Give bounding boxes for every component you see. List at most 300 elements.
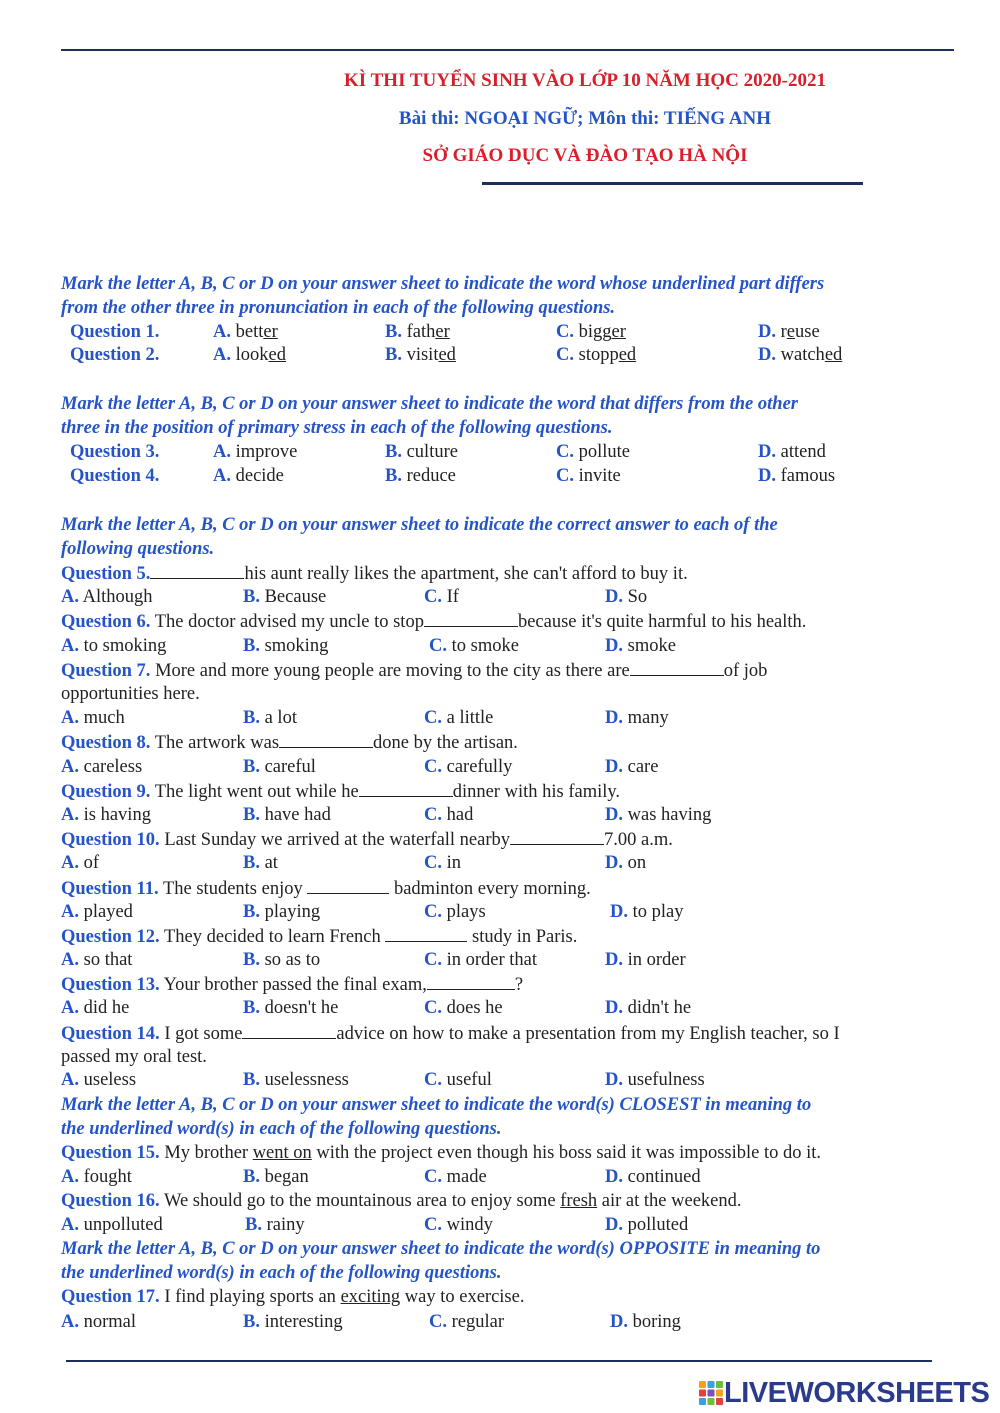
q10-option-c[interactable] — [424, 852, 461, 874]
q9-option-b[interactable] — [243, 804, 331, 826]
option-text: unpolluted — [83, 1215, 163, 1235]
option-letter: B. — [243, 950, 260, 970]
answer-blank[interactable] — [510, 828, 604, 845]
instruction-opposite-line2: the underlined word(s) in each of the following questions. — [61, 1263, 502, 1283]
q1-option-d[interactable] — [758, 321, 820, 343]
option-text: smoking — [264, 636, 329, 656]
instruction-correct-answer-line1: Mark the letter A, B, C or D on your answer sheet to indicate the correct answer to each of the — [61, 515, 778, 535]
question-8-stem — [61, 731, 518, 754]
option-text: was having — [627, 805, 712, 825]
q7-option-c[interactable] — [424, 707, 493, 729]
q12-option-a[interactable] — [61, 949, 132, 971]
exam-subject — [170, 108, 1000, 130]
q4-option-c[interactable] — [556, 465, 621, 487]
instruction-closest-line1: Mark the letter A, B, C or D on your answer sheet to indicate the word(s) CLOSEST in meaning to — [61, 1095, 812, 1115]
option-letter: A. — [61, 853, 79, 873]
question-text: done by the artisan. — [373, 733, 518, 753]
bottom-rule — [66, 1360, 932, 1362]
option-text: look — [235, 345, 269, 365]
option-letter: B. — [243, 853, 260, 873]
option-text: many — [627, 708, 669, 728]
instruction-pronunciation-line2: from the other three in pronunciation in each of the following questions. — [61, 298, 616, 318]
option-text: If — [446, 587, 459, 607]
option-letter: D. — [610, 1312, 628, 1332]
instruction-closest-line2: the underlined word(s) in each of the following questions. — [61, 1119, 502, 1139]
option-letter: D. — [758, 345, 776, 365]
answer-blank[interactable] — [242, 1022, 336, 1039]
question-text: I got some — [159, 1024, 243, 1044]
instruction-correct-answer-line2: following questions. — [61, 539, 215, 559]
underlined-part: ed — [618, 345, 637, 365]
question-text: More and more young people are moving to the city as there are — [150, 661, 630, 681]
option-text: is having — [83, 805, 151, 825]
option-text: began — [264, 1167, 309, 1187]
question-text: The students enjoy — [158, 879, 308, 899]
option-letter: C. — [424, 1167, 442, 1187]
liveworksheets-logo[interactable] — [698, 1378, 989, 1408]
option-text: careless — [83, 757, 143, 777]
answer-blank[interactable] — [630, 659, 724, 676]
option-letter: B. — [243, 587, 260, 607]
option-letter: D. — [605, 805, 623, 825]
q1-option-a[interactable] — [213, 321, 278, 343]
q6-option-b[interactable] — [243, 635, 328, 657]
option-text: in order that — [446, 950, 538, 970]
q7-option-a[interactable] — [61, 707, 125, 729]
question-12-stem — [61, 925, 577, 948]
q3-option-a[interactable] — [213, 441, 297, 463]
option-letter: A. — [61, 1215, 79, 1235]
q3-option-d[interactable] — [758, 441, 826, 463]
option-letter: C. — [556, 442, 574, 462]
option-text: So — [627, 587, 648, 607]
answer-blank[interactable] — [385, 925, 467, 942]
option-text: much — [83, 708, 125, 728]
option-text: continued — [627, 1167, 701, 1187]
question-label: Question 11. — [61, 879, 159, 899]
question-label: Question 10. — [61, 830, 160, 850]
underlined-part: ed — [824, 345, 843, 365]
underlined-part: er — [435, 322, 450, 342]
question-label: Question 14. — [61, 1024, 160, 1044]
option-text: playing — [264, 902, 321, 922]
question-label: Question 17. — [61, 1287, 160, 1307]
option-letter: A. — [213, 345, 231, 365]
option-letter: A. — [61, 902, 79, 922]
option-letter: B. — [385, 442, 402, 462]
option-text: in order — [627, 950, 686, 970]
option-letter: D. — [605, 587, 623, 607]
top-rule — [61, 49, 954, 51]
option-letter: D. — [605, 708, 623, 728]
option-letter: C. — [424, 853, 442, 873]
option-letter: C. — [424, 998, 442, 1018]
option-text: did he — [83, 998, 130, 1018]
option-letter: A. — [61, 950, 79, 970]
option-text: reduce — [406, 466, 456, 486]
question-label: Question 7. — [61, 661, 151, 681]
question-14-stem — [61, 1022, 840, 1045]
option-text: in — [446, 853, 462, 873]
option-letter: D. — [758, 322, 776, 342]
option-text: attend — [780, 442, 826, 462]
option-text: care — [627, 757, 659, 777]
subject-prefix: Bài thi: — [398, 108, 465, 129]
option-letter: D. — [758, 466, 776, 486]
q8-option-b[interactable] — [243, 756, 316, 778]
question-text: ? — [514, 975, 524, 995]
underlined-part: e — [786, 322, 796, 342]
option-letter: A. — [61, 708, 79, 728]
instruction-stress-line1: Mark the letter A, B, C or D on your answer sheet to indicate the word that differs from the other — [61, 394, 798, 414]
option-text: normal — [83, 1312, 137, 1332]
option-letter: B. — [243, 998, 260, 1018]
subject-value: NGOẠI NGỮ — [464, 108, 578, 129]
answer-blank[interactable] — [307, 877, 389, 894]
option-text: rainy — [266, 1215, 305, 1235]
question-7-continuation: opportunities here. — [61, 684, 200, 704]
q12-option-c[interactable] — [424, 949, 537, 971]
q16-option-a[interactable] — [61, 1214, 163, 1236]
question-text: Your brother passed the final exam, — [159, 975, 427, 995]
question-11-stem — [61, 877, 591, 900]
question-3-label: Question 3. — [70, 442, 160, 462]
exam-title: KÌ THI TUYỂN SINH VÀO LỚP 10 NĂM HỌC 2020-2021 — [344, 70, 826, 91]
q1-option-c[interactable] — [556, 321, 626, 343]
option-text: bett — [235, 322, 264, 342]
option-text: stopp — [578, 345, 619, 365]
question-6-stem — [61, 610, 806, 633]
option-text: a little — [446, 708, 494, 728]
answer-blank[interactable] — [279, 731, 373, 748]
option-text: use — [795, 322, 820, 342]
q6-option-a[interactable] — [61, 635, 166, 657]
header-rule — [482, 182, 863, 185]
option-letter: D. — [605, 757, 623, 777]
question-label: Question 12. — [61, 927, 160, 947]
option-text: polluted — [627, 1215, 689, 1235]
course-value: TIẾNG ANH — [663, 108, 772, 129]
option-text: on — [627, 853, 647, 873]
q2-option-c[interactable] — [556, 344, 636, 366]
option-letter: C. — [424, 1215, 442, 1235]
question-5-stem — [61, 562, 688, 585]
option-text: usefulness — [627, 1070, 705, 1090]
question-label: Question 8. — [61, 733, 151, 753]
option-letter: C. — [429, 636, 447, 656]
option-letter: D. — [605, 1070, 623, 1090]
q13-option-a[interactable] — [61, 997, 129, 1019]
worksheet-grid-icon — [698, 1380, 724, 1406]
option-text: famous — [780, 466, 836, 486]
option-text: decide — [235, 466, 284, 486]
q13-option-b[interactable] — [243, 997, 338, 1019]
question-10-stem — [61, 828, 673, 851]
option-letter: D. — [605, 950, 623, 970]
question-text: They decided to learn French — [159, 927, 386, 947]
q17-option-c[interactable] — [429, 1311, 504, 1333]
option-letter: B. — [243, 1312, 260, 1332]
q5-option-b[interactable] — [243, 586, 326, 608]
department-name: SỞ GIÁO DỤC VÀ ĐÀO TẠO HÀ NỘI — [422, 145, 748, 166]
option-letter: B. — [243, 805, 260, 825]
option-text: invite — [578, 466, 621, 486]
option-text: does he — [446, 998, 503, 1018]
q11-option-a[interactable] — [61, 901, 133, 923]
underlined-part: er — [611, 322, 626, 342]
question-13-stem — [61, 973, 523, 996]
underlined-part: ed — [438, 345, 456, 365]
q6-option-d[interactable] — [605, 635, 676, 657]
option-text: smoke — [627, 636, 676, 656]
q2-option-d[interactable] — [758, 344, 842, 366]
option-letter: A. — [61, 587, 79, 607]
option-letter: B. — [385, 466, 402, 486]
option-text: fath — [406, 322, 436, 342]
q9-option-c[interactable] — [424, 804, 473, 826]
q7-option-b[interactable] — [243, 707, 297, 729]
question-text: The light went out while he — [150, 782, 359, 802]
underlined-word: exciting — [340, 1287, 401, 1307]
question-label: Question 13. — [61, 975, 160, 995]
instruction-stress-line2: three in the position of primary stress in each of the following questions. — [61, 418, 613, 438]
q3-option-b[interactable] — [385, 441, 458, 463]
option-letter: D. — [758, 442, 776, 462]
q5-option-d[interactable] — [605, 586, 647, 608]
option-text: interesting — [264, 1312, 343, 1332]
option-text: useless — [83, 1070, 137, 1090]
answer-blank[interactable] — [427, 973, 515, 990]
answer-blank[interactable] — [150, 562, 244, 579]
option-letter: D. — [605, 636, 623, 656]
question-14-continuation: passed my oral test. — [61, 1047, 207, 1067]
option-text: to smoking — [83, 636, 167, 656]
option-text: r — [780, 322, 787, 342]
option-letter: A. — [61, 1312, 79, 1332]
option-letter: B. — [243, 1070, 260, 1090]
option-letter: B. — [243, 1167, 260, 1187]
option-letter: B. — [385, 322, 402, 342]
q5-option-c[interactable] — [424, 586, 459, 608]
option-letter: C. — [556, 466, 574, 486]
option-text: carefully — [446, 757, 513, 777]
underlined-word: went on — [252, 1143, 312, 1163]
question-text: The doctor advised my uncle to stop — [150, 612, 424, 632]
q10-option-a[interactable] — [61, 852, 99, 874]
option-text: to play — [632, 902, 684, 922]
option-letter: C. — [556, 345, 574, 365]
option-letter: B. — [243, 636, 260, 656]
question-text: dinner with his family. — [452, 782, 621, 802]
option-text: so that — [83, 950, 133, 970]
option-letter: B. — [243, 902, 260, 922]
q4-option-b[interactable] — [385, 465, 456, 487]
option-text: culture — [406, 442, 458, 462]
q11-option-b[interactable] — [243, 901, 320, 923]
q17-option-d[interactable] — [610, 1311, 681, 1333]
question-text: I find playing sports an — [159, 1287, 341, 1307]
q15-option-d[interactable] — [605, 1166, 701, 1188]
q2-option-b[interactable] — [385, 344, 456, 366]
question-label: Question 5. — [61, 564, 151, 584]
option-letter: D. — [610, 902, 628, 922]
q7-option-d[interactable] — [605, 707, 669, 729]
option-letter: A. — [61, 636, 79, 656]
q13-option-c[interactable] — [424, 997, 503, 1019]
answer-blank[interactable] — [359, 780, 453, 797]
question-text: My brother — [159, 1143, 253, 1163]
question-text: with the project even though his boss said it was impossible to do it. — [311, 1143, 822, 1163]
option-letter: C. — [424, 805, 442, 825]
option-text: so as to — [264, 950, 321, 970]
option-text: to smoke — [451, 636, 519, 656]
q4-option-a[interactable] — [213, 465, 284, 487]
q13-option-d[interactable] — [605, 997, 691, 1019]
option-letter: C. — [424, 708, 442, 728]
question-label: Question 16. — [61, 1191, 160, 1211]
q16-option-b[interactable] — [245, 1214, 305, 1236]
option-letter: C. — [429, 1312, 447, 1332]
option-letter: C. — [424, 1070, 442, 1090]
option-letter: C. — [424, 950, 442, 970]
option-text: plays — [446, 902, 486, 922]
question-2-label: Question 2. — [70, 345, 160, 365]
option-letter: C. — [424, 902, 442, 922]
question-15-stem — [61, 1142, 821, 1164]
option-letter: D. — [605, 853, 623, 873]
option-text: have had — [264, 805, 331, 825]
option-text: made — [446, 1167, 487, 1187]
q15-option-b[interactable] — [243, 1166, 309, 1188]
option-text: regular — [451, 1312, 505, 1332]
option-letter: C. — [556, 322, 574, 342]
q16-option-d[interactable] — [605, 1214, 688, 1236]
option-letter: A. — [213, 322, 231, 342]
question-label: Question 15. — [61, 1143, 160, 1163]
option-text: a lot — [264, 708, 297, 728]
option-text: careful — [264, 757, 316, 777]
course-prefix: ; Môn thi: — [577, 108, 664, 129]
option-letter: A. — [61, 757, 79, 777]
question-text: air at the weekend. — [597, 1191, 742, 1211]
option-text: Although — [82, 587, 153, 607]
option-letter: A. — [61, 998, 79, 1018]
option-text: had — [446, 805, 474, 825]
option-letter: B. — [245, 1215, 262, 1235]
q6-option-c[interactable] — [429, 635, 519, 657]
q9-option-a[interactable] — [61, 804, 151, 826]
underlined-part: ed — [268, 345, 286, 365]
question-label: Question 9. — [61, 782, 151, 802]
underlined-part: er — [263, 322, 278, 342]
answer-blank[interactable] — [424, 610, 518, 627]
option-letter: A. — [213, 442, 231, 462]
q17-option-b[interactable] — [243, 1311, 343, 1333]
q4-option-d[interactable] — [758, 465, 835, 487]
q5-option-a[interactable] — [61, 586, 153, 608]
question-4-label: Question 4. — [70, 466, 160, 486]
option-text: useful — [446, 1070, 492, 1090]
instruction-pronunciation-line1: Mark the letter A, B, C or D on your answer sheet to indicate the word whose underlined part differs — [61, 274, 825, 294]
option-text: pollute — [578, 442, 631, 462]
q16-option-c[interactable] — [424, 1214, 493, 1236]
option-letter: D. — [605, 998, 623, 1018]
q12-option-b[interactable] — [243, 949, 320, 971]
q11-option-c[interactable] — [424, 901, 486, 923]
option-letter: C. — [424, 757, 442, 777]
option-letter: D. — [605, 1167, 623, 1187]
question-text: Last Sunday we arrived at the waterfall nearby — [159, 830, 511, 850]
question-text: We should go to the mountainous area to enjoy some — [159, 1191, 561, 1211]
q2-option-a[interactable] — [213, 344, 286, 366]
option-text: windy — [446, 1215, 493, 1235]
option-text: at — [264, 853, 278, 873]
q17-option-a[interactable] — [61, 1311, 136, 1333]
question-text: The artwork was — [150, 733, 280, 753]
question-text: 7.00 a.m. — [604, 830, 673, 850]
question-1-label: Question 1. — [70, 322, 160, 342]
option-text: watch — [780, 345, 825, 365]
option-text: visit — [406, 345, 439, 365]
option-text: boring — [632, 1312, 681, 1332]
question-7-stem — [61, 659, 767, 682]
option-text: played — [83, 902, 133, 922]
option-text: Because — [264, 587, 327, 607]
q8-option-d[interactable] — [605, 756, 658, 778]
question-text: his aunt really likes the apartment, she can't afford to buy it. — [244, 564, 688, 584]
option-letter: D. — [605, 1215, 623, 1235]
question-label: Question 6. — [61, 612, 151, 632]
q12-option-d[interactable] — [605, 949, 686, 971]
q8-option-c[interactable] — [424, 756, 512, 778]
q14-option-c[interactable] — [424, 1069, 492, 1091]
q14-option-a[interactable] — [61, 1069, 136, 1091]
option-text: of — [83, 853, 100, 873]
option-letter: B. — [243, 708, 260, 728]
option-text: fought — [83, 1167, 132, 1187]
option-text: bigg — [578, 322, 612, 342]
question-9-stem — [61, 780, 620, 803]
underlined-word: fresh — [560, 1191, 598, 1211]
q11-option-d[interactable] — [610, 901, 684, 923]
q9-option-d[interactable] — [605, 804, 711, 826]
question-16-stem — [61, 1190, 742, 1212]
question-text: study in Paris. — [467, 927, 578, 947]
q3-option-c[interactable] — [556, 441, 630, 463]
q10-option-b[interactable] — [243, 852, 278, 874]
question-17-stem — [61, 1286, 524, 1308]
q14-option-d[interactable] — [605, 1069, 705, 1091]
question-text: way to exercise. — [400, 1287, 525, 1307]
q8-option-a[interactable] — [61, 756, 142, 778]
brand-name: LIVEWORKSHEETS — [724, 1376, 990, 1409]
question-text: badminton every morning. — [389, 879, 591, 899]
question-text: advice on how to make a presentation from my English teacher, so I — [336, 1024, 840, 1044]
option-letter: A. — [61, 805, 79, 825]
q15-option-c[interactable] — [424, 1166, 487, 1188]
instruction-opposite-line1: Mark the letter A, B, C or D on your answer sheet to indicate the word(s) OPPOSITE in meaning to — [61, 1239, 821, 1259]
option-letter: B. — [385, 345, 402, 365]
option-letter: B. — [243, 757, 260, 777]
q14-option-b[interactable] — [243, 1069, 349, 1091]
question-text: of job — [723, 661, 768, 681]
q15-option-a[interactable] — [61, 1166, 132, 1188]
option-letter: C. — [424, 587, 442, 607]
option-text: improve — [235, 442, 298, 462]
option-text: uselessness — [264, 1070, 349, 1090]
q10-option-d[interactable] — [605, 852, 646, 874]
q1-option-b[interactable] — [385, 321, 450, 343]
